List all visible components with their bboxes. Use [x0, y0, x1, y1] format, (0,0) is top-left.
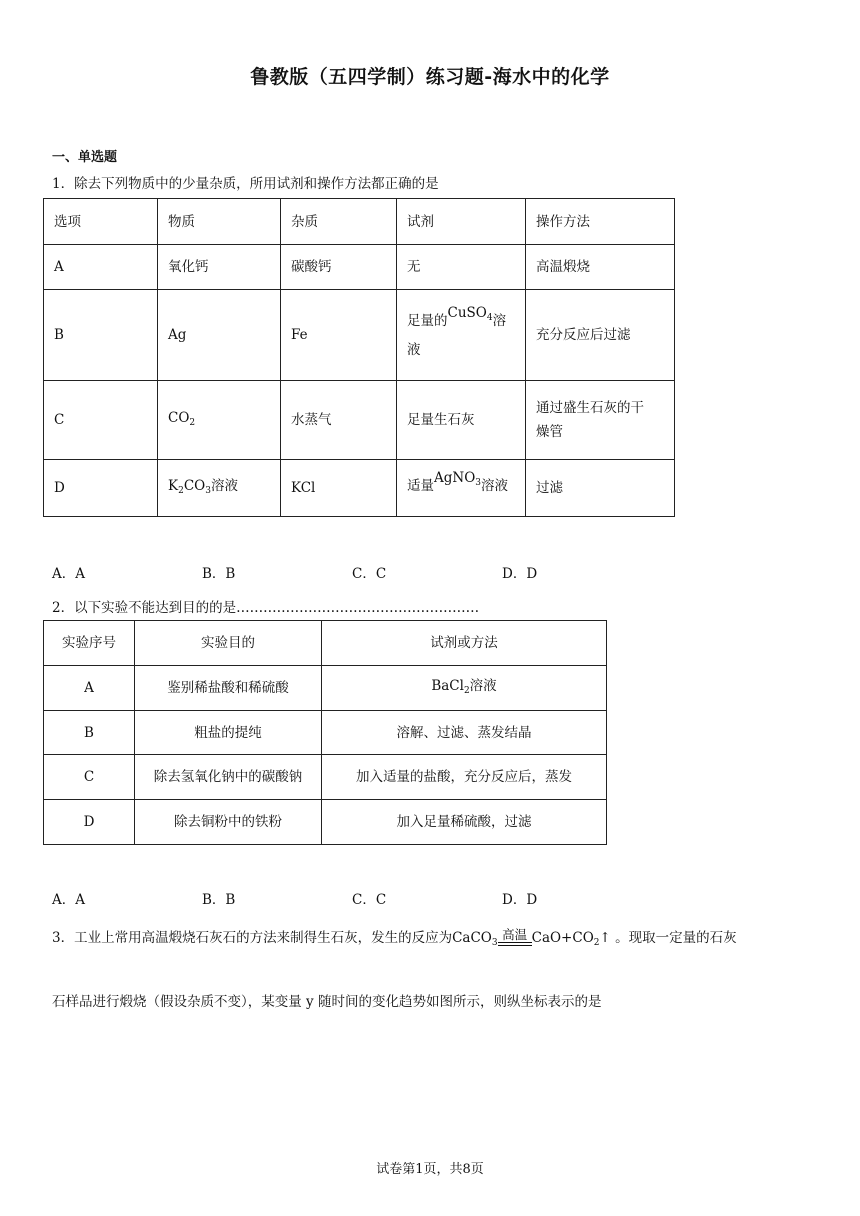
formula-subscript: 2	[178, 485, 184, 496]
substance-suffix: 溶液	[210, 477, 238, 494]
stem-text: 3．工业上常用高温煅烧石灰石的方法来制得生石灰，发生的反应为	[52, 930, 453, 946]
reagent-suffix: 溶液	[469, 677, 497, 694]
option-cell: C	[44, 755, 135, 800]
option-b[interactable]: B．B	[202, 892, 236, 908]
table-row	[44, 711, 607, 755]
formula-subscript: 2	[189, 417, 196, 428]
impurity-cell: KCl	[281, 460, 397, 517]
impurity-cell: 碳酸钙	[281, 245, 397, 290]
substance-cell	[158, 460, 281, 517]
option-cell: B	[44, 711, 135, 755]
question-1-stem: 1．除去下列物质中的少量杂质，所用试剂和操作方法都正确的是	[52, 176, 439, 192]
formula-text: BaCl	[431, 677, 464, 694]
formula-text: AgNO	[434, 469, 476, 486]
header-cell: 选项	[44, 199, 158, 245]
substance-cell: Ag	[158, 290, 281, 381]
reagent-cell	[397, 290, 526, 381]
substance-cell: 氧化钙	[158, 245, 281, 290]
method-cell: 溶解、过滤、蒸发结晶	[322, 711, 607, 755]
option-cell: A	[44, 245, 158, 290]
page-footer: 试卷第1页，共8页	[376, 1162, 484, 1177]
reaction-condition	[498, 928, 532, 946]
formula-text: CaO+CO	[531, 930, 594, 946]
table-header-row	[44, 199, 675, 245]
option-cell: D	[44, 800, 135, 845]
formula-text: CaCO	[452, 930, 492, 946]
purpose-cell: 鉴别稀盐酸和稀硫酸	[135, 666, 322, 711]
reagent-cell: 无	[397, 245, 526, 290]
option-cell: D	[44, 460, 158, 517]
reagent-line2: 液	[407, 341, 421, 358]
formula-subscript: 2	[463, 685, 470, 696]
table-row	[44, 381, 675, 460]
purpose-cell: 粗盐的提纯	[135, 711, 322, 755]
formula-text: CO	[183, 477, 206, 494]
option-cell: C	[44, 381, 158, 460]
option-a[interactable]: A．A	[52, 892, 85, 908]
table-header-row	[44, 621, 607, 666]
table-row	[44, 460, 675, 517]
option-a[interactable]: A．A	[52, 566, 85, 582]
formula-subscript: 3	[205, 485, 211, 496]
table-row	[44, 245, 675, 290]
question-2-stem: 2．以下实验不能达到目的的是………………………………………………	[52, 600, 480, 616]
purpose-cell: 除去铜粉中的铁粉	[135, 800, 322, 845]
reagent-suffix: 溶液	[481, 477, 509, 494]
option-d[interactable]: D．D	[502, 892, 538, 908]
question-2-table	[43, 620, 607, 845]
reagent-prefix: 适量	[407, 477, 434, 494]
option-d[interactable]: D．D	[502, 566, 538, 582]
method-line2: 燥管	[536, 424, 563, 440]
method-cell	[526, 381, 675, 460]
impurity-cell: 水蒸气	[281, 381, 397, 460]
equals-bars	[498, 942, 532, 946]
question-1-table	[43, 198, 675, 517]
formula-subscript: 2	[593, 938, 600, 948]
option-c[interactable]: C．C	[352, 892, 387, 908]
question-3-line2: 石样品进行煅烧（假设杂质不变），某变量 y 随时间的变化趋势如图所示，则纵坐标表示的是	[52, 994, 602, 1010]
formula-text: K	[168, 477, 179, 494]
reagent-cell: 足量生石灰	[397, 381, 526, 460]
header-cell: 试剂或方法	[322, 621, 607, 666]
formula-subscript: 3	[475, 477, 482, 488]
method-cell: 加入足量稀硫酸，过滤	[322, 800, 607, 845]
header-cell: 实验目的	[135, 621, 322, 666]
method-cell: 过滤	[526, 460, 675, 517]
impurity-cell: Fe	[281, 290, 397, 381]
method-cell: 高温煅烧	[526, 245, 675, 290]
header-cell: 杂质	[281, 199, 397, 245]
purpose-cell: 除去氢氧化钠中的碳酸钠	[135, 755, 322, 800]
option-cell: A	[44, 666, 135, 711]
reagent-prefix: 足量的	[407, 312, 448, 329]
table-row	[44, 800, 607, 845]
formula-subscript: 4	[486, 312, 493, 323]
reaction-equation	[452, 926, 611, 948]
option-c[interactable]: C．C	[352, 566, 387, 582]
gas-arrow-icon: ↑	[599, 930, 611, 946]
chemical-formula	[434, 470, 481, 486]
method-cell: 充分反应后过滤	[526, 290, 675, 381]
table-row	[44, 290, 675, 381]
stem-text-continued: 。现取一定量的石灰	[610, 930, 737, 946]
header-cell: 物质	[158, 199, 281, 245]
chemical-formula	[448, 305, 493, 321]
page-title: 鲁教版（五四学制）练习题-海水中的化学	[250, 66, 610, 88]
question-3-stem	[52, 926, 737, 948]
header-cell: 操作方法	[526, 199, 675, 245]
formula-subscript: 3	[491, 938, 498, 948]
option-cell: B	[44, 290, 158, 381]
formula-text: CuSO	[447, 304, 487, 321]
option-b[interactable]: B．B	[202, 566, 236, 582]
header-cell: 试剂	[397, 199, 526, 245]
table-row	[44, 755, 607, 800]
section-heading: 一、单选题	[52, 150, 118, 165]
method-line1: 通过盛生石灰的干	[536, 400, 644, 416]
formula-text: CO	[168, 409, 190, 426]
condition-text: 高温	[502, 926, 528, 942]
reagent-suffix: 溶	[492, 312, 507, 329]
table-row	[44, 666, 607, 711]
substance-cell	[158, 381, 281, 460]
reagent-cell	[397, 460, 526, 517]
method-cell	[322, 666, 607, 711]
method-cell: 加入适量的盐酸，充分反应后，蒸发	[322, 755, 607, 800]
header-cell: 实验序号	[44, 621, 135, 666]
